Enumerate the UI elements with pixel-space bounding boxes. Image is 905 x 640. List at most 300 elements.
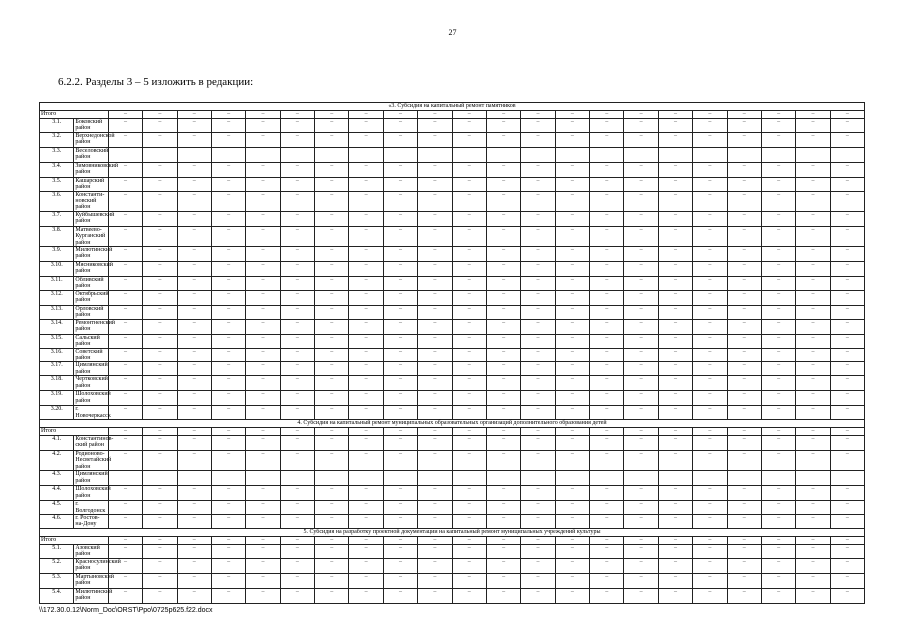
value-cell: – [693, 247, 727, 262]
value-cell: – [143, 573, 177, 588]
value-cell: – [452, 319, 486, 334]
value-cell: – [693, 391, 727, 406]
value-cell: – [761, 391, 795, 406]
value-cell: – [796, 226, 830, 246]
value-cell [727, 471, 761, 486]
value-cell: – [177, 211, 211, 226]
value-cell: – [590, 435, 624, 450]
district-name: Константинов-ский район [74, 435, 108, 450]
value-cell: – [211, 262, 245, 277]
value-cell: – [211, 435, 245, 450]
value-cell: – [349, 262, 383, 277]
value-cell: – [624, 211, 658, 226]
value-cell: – [658, 427, 692, 435]
value-cell: – [521, 334, 555, 348]
value-cell: – [280, 111, 314, 119]
value-cell: – [143, 362, 177, 376]
value-cell: – [590, 501, 624, 515]
table-row [40, 277, 865, 291]
value-cell: – [486, 132, 520, 147]
value-cell: – [246, 290, 280, 305]
value-cell: – [761, 588, 795, 603]
value-cell: – [796, 262, 830, 277]
value-cell: – [658, 177, 692, 191]
value-cell: – [315, 162, 349, 177]
value-cell: – [349, 450, 383, 470]
value-cell [521, 147, 555, 162]
value-cell: – [280, 290, 314, 305]
district-name: Цимлянский район [74, 471, 108, 486]
value-cell: – [349, 435, 383, 450]
value-cell [693, 471, 727, 486]
value-cell: – [246, 111, 280, 119]
value-cell: – [280, 486, 314, 501]
value-cell: – [624, 362, 658, 376]
value-cell: – [246, 277, 280, 291]
value-cell: – [761, 536, 795, 544]
value-cell [349, 147, 383, 162]
value-cell: – [658, 334, 692, 348]
value-cell: – [452, 334, 486, 348]
value-cell: – [177, 573, 211, 588]
value-cell: – [727, 290, 761, 305]
value-cell [486, 147, 520, 162]
value-cell [315, 147, 349, 162]
value-cell: – [796, 486, 830, 501]
value-cell: – [658, 319, 692, 334]
value-cell: – [452, 501, 486, 515]
value-cell: – [727, 277, 761, 291]
value-cell: – [211, 544, 245, 558]
value-cell: – [658, 119, 692, 133]
value-cell: – [486, 536, 520, 544]
value-cell: – [796, 427, 830, 435]
value-cell: – [280, 406, 314, 420]
value-cell: – [521, 501, 555, 515]
value-cell: – [727, 435, 761, 450]
value-cell: – [383, 427, 417, 435]
value-cell: – [796, 501, 830, 515]
value-cell: – [590, 450, 624, 470]
value-cell: – [383, 319, 417, 334]
value-cell: – [658, 290, 692, 305]
value-cell: – [727, 391, 761, 406]
value-cell: – [796, 305, 830, 319]
value-cell: – [418, 376, 452, 391]
row-number: 4.6. [40, 514, 74, 528]
value-cell: – [521, 226, 555, 246]
value-cell: – [383, 226, 417, 246]
table-row [40, 486, 865, 501]
value-cell: – [521, 362, 555, 376]
value-cell: – [349, 191, 383, 211]
value-cell: – [452, 486, 486, 501]
value-cell: – [108, 450, 142, 470]
value-cell: – [383, 132, 417, 147]
value-cell: – [452, 111, 486, 119]
value-cell: – [796, 119, 830, 133]
value-cell: – [830, 177, 864, 191]
value-cell: – [486, 319, 520, 334]
value-cell: – [383, 376, 417, 391]
value-cell: – [315, 536, 349, 544]
value-cell: – [452, 536, 486, 544]
value-cell: – [315, 486, 349, 501]
value-cell: – [658, 435, 692, 450]
value-cell: – [108, 391, 142, 406]
row-number: 3.3. [40, 147, 74, 162]
value-cell: – [246, 435, 280, 450]
value-cell: – [658, 514, 692, 528]
value-cell: – [658, 348, 692, 362]
value-cell: – [246, 211, 280, 226]
value-cell: – [555, 391, 589, 406]
value-cell: – [280, 119, 314, 133]
value-cell: – [486, 162, 520, 177]
value-cell: – [727, 573, 761, 588]
value-cell: – [383, 588, 417, 603]
subsidy-table-container [39, 102, 865, 604]
value-cell: – [830, 305, 864, 319]
row-number: 4.4. [40, 486, 74, 501]
value-cell: – [624, 290, 658, 305]
value-cell: – [796, 544, 830, 558]
value-cell: – [315, 262, 349, 277]
value-cell: – [555, 111, 589, 119]
value-cell: – [418, 486, 452, 501]
value-cell: – [830, 262, 864, 277]
value-cell: – [418, 305, 452, 319]
value-cell: – [830, 319, 864, 334]
value-cell: – [143, 334, 177, 348]
value-cell: – [555, 501, 589, 515]
value-cell: – [727, 262, 761, 277]
value-cell: – [452, 406, 486, 420]
value-cell: – [246, 191, 280, 211]
value-cell: – [590, 391, 624, 406]
value-cell: – [315, 573, 349, 588]
value-cell: – [830, 362, 864, 376]
value-cell: – [383, 435, 417, 450]
value-cell: – [143, 247, 177, 262]
value-cell: – [108, 247, 142, 262]
value-cell: – [418, 277, 452, 291]
value-cell: – [693, 486, 727, 501]
value-cell: – [761, 427, 795, 435]
value-cell: – [693, 226, 727, 246]
value-cell: – [108, 376, 142, 391]
value-cell: – [555, 376, 589, 391]
value-cell: – [211, 391, 245, 406]
value-cell [796, 471, 830, 486]
value-cell: – [211, 247, 245, 262]
value-cell [658, 471, 692, 486]
value-cell: – [108, 558, 142, 573]
value-cell: – [246, 406, 280, 420]
value-cell: – [143, 406, 177, 420]
value-cell: – [590, 348, 624, 362]
value-cell: – [108, 226, 142, 246]
value-cell: – [246, 348, 280, 362]
value-cell: – [177, 334, 211, 348]
value-cell: – [418, 536, 452, 544]
value-cell: – [761, 177, 795, 191]
value-cell: – [693, 319, 727, 334]
value-cell: – [315, 132, 349, 147]
value-cell: – [177, 277, 211, 291]
value-cell: – [727, 119, 761, 133]
table-row [40, 226, 865, 246]
district-name: Ремонтненский район [74, 319, 108, 334]
value-cell: – [658, 406, 692, 420]
value-cell: – [418, 262, 452, 277]
value-cell: – [727, 450, 761, 470]
value-cell: – [418, 132, 452, 147]
value-cell: – [177, 558, 211, 573]
value-cell: – [452, 362, 486, 376]
value-cell: – [761, 277, 795, 291]
value-cell: – [624, 558, 658, 573]
value-cell: – [624, 427, 658, 435]
value-cell: – [452, 514, 486, 528]
table-row [40, 450, 865, 470]
value-cell [796, 147, 830, 162]
value-cell: – [555, 290, 589, 305]
value-cell [418, 147, 452, 162]
value-cell: – [349, 277, 383, 291]
value-cell [211, 471, 245, 486]
value-cell [486, 471, 520, 486]
table-row [40, 247, 865, 262]
value-cell [830, 147, 864, 162]
value-cell: – [143, 427, 177, 435]
value-cell: – [624, 514, 658, 528]
value-cell: – [452, 262, 486, 277]
value-cell: – [590, 558, 624, 573]
table-row [40, 588, 865, 603]
value-cell: – [830, 277, 864, 291]
value-cell: – [486, 334, 520, 348]
value-cell: – [555, 573, 589, 588]
value-cell: – [590, 119, 624, 133]
value-cell: – [693, 536, 727, 544]
value-cell: – [590, 191, 624, 211]
value-cell: – [383, 277, 417, 291]
value-cell: – [727, 247, 761, 262]
value-cell: – [349, 376, 383, 391]
value-cell: – [624, 486, 658, 501]
value-cell: – [693, 305, 727, 319]
value-cell: – [315, 334, 349, 348]
value-cell: – [486, 362, 520, 376]
district-name: Октябрьский район [74, 290, 108, 305]
value-cell: – [624, 391, 658, 406]
value-cell: – [108, 191, 142, 211]
value-cell: – [246, 334, 280, 348]
value-cell: – [658, 111, 692, 119]
value-cell: – [246, 573, 280, 588]
value-cell: – [555, 262, 589, 277]
value-cell: – [727, 514, 761, 528]
value-cell: – [383, 558, 417, 573]
value-cell: – [693, 558, 727, 573]
value-cell: – [486, 290, 520, 305]
value-cell: – [315, 514, 349, 528]
value-cell: – [383, 501, 417, 515]
value-cell: – [486, 247, 520, 262]
value-cell: – [315, 501, 349, 515]
value-cell: – [693, 111, 727, 119]
value-cell: – [452, 573, 486, 588]
value-cell: – [143, 119, 177, 133]
value-cell: – [624, 334, 658, 348]
value-cell: – [727, 305, 761, 319]
value-cell: – [315, 544, 349, 558]
value-cell: – [315, 348, 349, 362]
value-cell: – [624, 348, 658, 362]
value-cell: – [177, 319, 211, 334]
table-row [40, 319, 865, 334]
value-cell: – [246, 544, 280, 558]
value-cell: – [693, 514, 727, 528]
district-name: г. Новочеркасск [75, 406, 111, 419]
value-cell: – [486, 211, 520, 226]
value-cell: – [383, 262, 417, 277]
value-cell: – [761, 305, 795, 319]
value-cell: – [658, 247, 692, 262]
value-cell: – [418, 247, 452, 262]
value-cell: – [246, 450, 280, 470]
value-cell: – [761, 247, 795, 262]
value-cell: – [830, 211, 864, 226]
value-cell: – [349, 391, 383, 406]
value-cell: – [143, 211, 177, 226]
value-cell: – [211, 536, 245, 544]
value-cell: – [796, 162, 830, 177]
value-cell: – [555, 588, 589, 603]
value-cell [452, 147, 486, 162]
value-cell: – [211, 162, 245, 177]
value-cell: – [693, 191, 727, 211]
value-cell: – [349, 305, 383, 319]
value-cell: – [246, 247, 280, 262]
value-cell: – [727, 162, 761, 177]
value-cell: – [521, 558, 555, 573]
value-cell: – [280, 247, 314, 262]
value-cell: – [211, 450, 245, 470]
value-cell: – [452, 588, 486, 603]
value-cell: – [555, 514, 589, 528]
value-cell: – [280, 319, 314, 334]
value-cell: – [521, 262, 555, 277]
value-cell: – [143, 391, 177, 406]
value-cell: – [693, 450, 727, 470]
value-cell: – [108, 588, 142, 603]
table-row [40, 211, 865, 226]
value-cell: – [658, 362, 692, 376]
district-name: Мартыновский район [74, 573, 108, 588]
value-cell: – [796, 177, 830, 191]
value-cell: – [315, 450, 349, 470]
value-cell: – [280, 334, 314, 348]
value-cell: – [658, 450, 692, 470]
value-cell: – [280, 427, 314, 435]
value-cell: – [521, 191, 555, 211]
value-cell: – [452, 177, 486, 191]
value-cell: – [486, 376, 520, 391]
value-cell: – [349, 247, 383, 262]
value-cell: – [246, 486, 280, 501]
value-cell: – [383, 177, 417, 191]
value-cell: – [486, 544, 520, 558]
value-cell: – [521, 162, 555, 177]
value-cell: – [349, 406, 383, 420]
value-cell: – [521, 514, 555, 528]
value-cell: – [624, 177, 658, 191]
value-cell: – [590, 211, 624, 226]
value-cell: – [796, 435, 830, 450]
value-cell: – [315, 119, 349, 133]
row-number: 3.5. [40, 177, 74, 191]
value-cell: – [727, 544, 761, 558]
value-cell: – [830, 162, 864, 177]
value-cell: – [486, 514, 520, 528]
value-cell: – [211, 427, 245, 435]
value-cell: – [383, 162, 417, 177]
value-cell: – [761, 262, 795, 277]
value-cell: – [624, 450, 658, 470]
table-row [40, 290, 865, 305]
value-cell: – [143, 305, 177, 319]
value-cell: – [280, 391, 314, 406]
value-cell: – [727, 406, 761, 420]
value-cell: – [555, 544, 589, 558]
value-cell: – [177, 119, 211, 133]
district-name: Чертковский район [74, 376, 108, 391]
table-row [40, 334, 865, 348]
value-cell: – [624, 588, 658, 603]
value-cell: – [658, 588, 692, 603]
table-row [40, 435, 865, 450]
row-number: 3.16. [40, 348, 74, 362]
value-cell: – [658, 486, 692, 501]
value-cell: – [590, 486, 624, 501]
value-cell: – [521, 247, 555, 262]
value-cell: – [108, 427, 142, 435]
row-number: 3.2. [40, 132, 74, 147]
page-number: 27 [448, 28, 457, 37]
row-number: 3.9. [40, 247, 74, 262]
value-cell: – [727, 362, 761, 376]
value-cell: – [143, 348, 177, 362]
section-title: 4. Субсидия на капитальный ремонт муниципальных образовательных организаций дополнительного образования детей [40, 419, 865, 427]
value-cell: – [693, 132, 727, 147]
district-name: Милютинский район [74, 588, 108, 603]
value-cell: – [349, 119, 383, 133]
value-cell: – [280, 514, 314, 528]
value-cell: – [418, 191, 452, 211]
value-cell: – [727, 334, 761, 348]
value-cell: – [177, 427, 211, 435]
total-label: Итого [40, 536, 109, 544]
value-cell: – [761, 119, 795, 133]
value-cell: – [727, 177, 761, 191]
value-cell: – [452, 226, 486, 246]
value-cell: – [280, 191, 314, 211]
value-cell: – [521, 544, 555, 558]
value-cell: – [418, 111, 452, 119]
table-row [40, 544, 865, 558]
